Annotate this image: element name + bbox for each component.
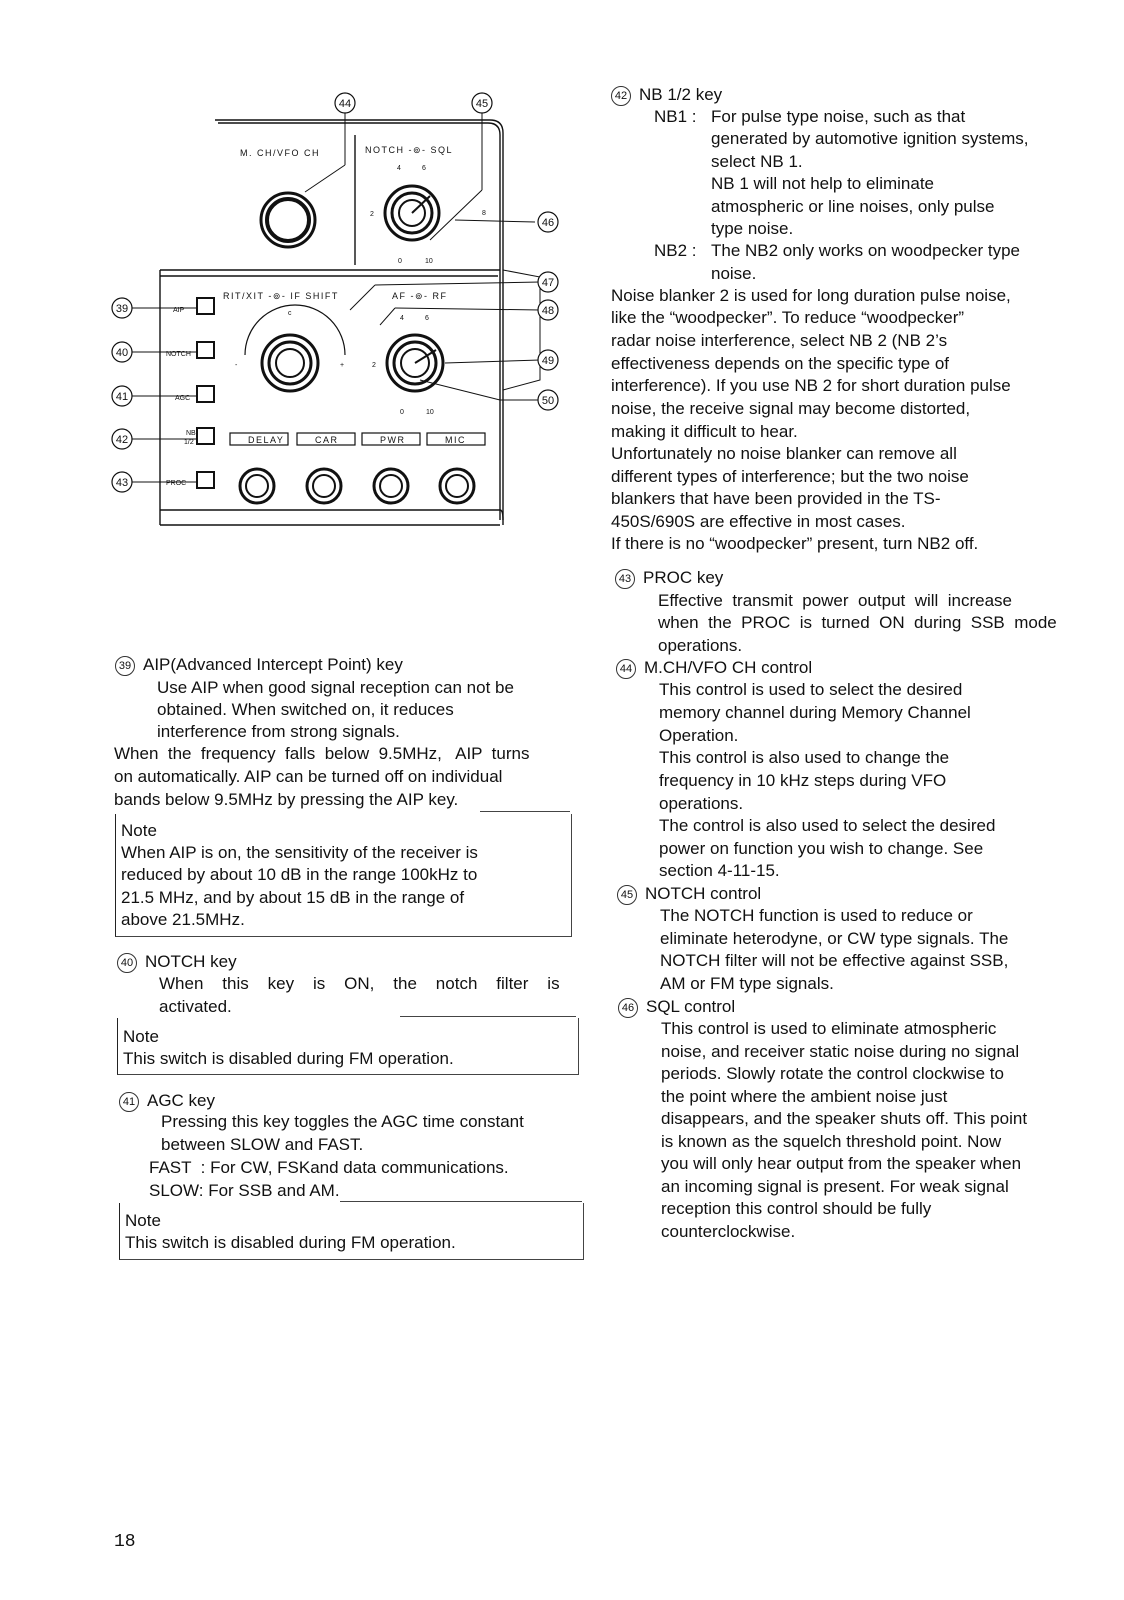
aip-para-line: When the frequency falls below 9.5MHz, AIP turns (114, 744, 530, 763)
mch-body-line: This control is also used to change the (659, 748, 950, 767)
nb-para-line: effectiveness depends on the specific type of (611, 354, 950, 373)
callout-44: 44 (338, 98, 352, 110)
nb-para-line: Noise blanker 2 is used for long duration pulse noise, (611, 286, 1011, 305)
mch-body-line: The control is also used to select the desired (659, 816, 996, 835)
circled-number-42: 42 (611, 86, 631, 106)
aip-body-line: interference from strong signals. (157, 722, 400, 741)
note-title: Note (125, 1211, 161, 1230)
label-nb-half: 1/2 (184, 439, 194, 446)
circled-number-44: 44 (616, 659, 636, 679)
callout-45: 45 (475, 98, 489, 110)
note-title: Note (123, 1027, 159, 1046)
notch-key-heading (117, 951, 237, 973)
nb1-line: generated by automotive ignition systems, (711, 129, 1029, 148)
notch-control-body-line: The NOTCH function is used to reduce or (660, 906, 973, 925)
scale-10: 10 (425, 258, 433, 265)
scale-c: c (288, 310, 292, 317)
aip-heading (115, 654, 403, 676)
nb-para-line: interference). If you use NB 2 for short duration pulse (611, 376, 1011, 395)
scale-6: 6 (422, 165, 426, 172)
label-aip: AIP (173, 307, 185, 314)
scale-2b: 2 (372, 362, 376, 369)
callout-41: 41 (115, 391, 129, 403)
label-mic: MIC (445, 435, 466, 445)
scale-10b: 10 (426, 409, 434, 416)
nb-para-line: making it difficult to hear. (611, 422, 798, 441)
callout-40: 40 (115, 347, 129, 359)
front-panel-diagram (100, 80, 590, 560)
aip-body-line: obtained. When switched on, it reduces (157, 700, 454, 719)
mch-body-line: This control is used to select the desired (659, 680, 963, 699)
circled-number-40: 40 (117, 953, 137, 973)
nb-para-line: Unfortunately no noise blanker can remove all (611, 444, 957, 463)
scale-6b: 6 (425, 315, 429, 322)
agc-body-line: SLOW: For SSB and AM. (149, 1181, 340, 1200)
nb-para-line: like the “woodpecker”. To reduce “woodpecker” (611, 308, 965, 327)
callout-47: 47 (541, 277, 555, 289)
callout-42: 42 (115, 434, 129, 446)
scale-8: 8 (482, 210, 486, 217)
proc-body-line: when the PROC is turned ON during SSB mode (658, 613, 1057, 632)
notch-note-line: This switch is disabled during FM operation. (123, 1049, 454, 1068)
sql-title: SQL control (646, 997, 736, 1016)
mch-body-line: Operation. (659, 726, 739, 745)
callout-39: 39 (115, 303, 129, 315)
mch-body-line: operations. (659, 794, 744, 813)
agc-title: AGC key (147, 1091, 216, 1110)
callout-43: 43 (115, 477, 129, 489)
notch-control-body-line: NOTCH filter will not be effective against SSB, (660, 951, 1009, 970)
sql-body-line: the point where the ambient noise just (661, 1087, 948, 1106)
nb1-line: type noise. (711, 219, 794, 238)
circled-number-46: 46 (618, 998, 638, 1018)
scale-4: 4 (397, 165, 401, 172)
nb1-line: select NB 1. (711, 152, 803, 171)
proc-body-line: Effective transmit power output will increase (658, 591, 1013, 610)
mch-title: M.CH/VFO CH control (644, 658, 813, 677)
sql-body-line: you will only hear output from the speaker when (661, 1154, 1022, 1173)
sql-body-line: noise, and receiver static noise during no signal (661, 1042, 1020, 1061)
nb2-label: NB2 : (654, 241, 697, 260)
nb2-line: noise. (711, 264, 757, 283)
sql-body-line: an incoming signal is present. For weak signal (661, 1177, 1009, 1196)
label-pwr: PWR (380, 435, 406, 445)
nb-para-line: blankers that have been provided in the TS- (611, 489, 941, 508)
nb1-line: NB 1 will not help to eliminate (711, 174, 935, 193)
notch-key-body-line: When this key is ON, the notch filter is (159, 974, 560, 993)
aip-para-line: bands below 9.5MHz by pressing the AIP key. (114, 790, 459, 809)
nb-para-line: different types of interference; but the two noise (611, 467, 969, 486)
aip-note-line: above 21.5MHz. (121, 910, 245, 929)
nb-heading (611, 84, 722, 106)
nb1-label: NB1 : (654, 107, 697, 126)
aip-title: AIP(Advanced Intercept Point) key (143, 655, 403, 674)
scale-0b: 0 (400, 409, 404, 416)
agc-body-line: FAST : For CW, FSKand data communications. (149, 1158, 509, 1177)
callout-50: 50 (541, 395, 555, 407)
aip-para-line: on automatically. AIP can be turned off on individual (114, 767, 503, 786)
aip-body-line: Use AIP when good signal reception can not be (157, 678, 514, 697)
nb-title: NB 1/2 key (639, 85, 723, 104)
note-divider (480, 811, 570, 812)
label-agc: AGC (175, 395, 191, 402)
agc-heading (119, 1090, 215, 1112)
mch-body-line: power on function you wish to change. See (659, 839, 984, 858)
proc-heading (615, 567, 723, 589)
agc-body-line: between SLOW and FAST. (161, 1135, 364, 1154)
sql-body-line: This control is used to eliminate atmospheric (661, 1019, 997, 1038)
circled-number-43: 43 (615, 569, 635, 589)
notch-key-title: NOTCH key (145, 952, 237, 971)
notch-control-body-line: eliminate heterodyne, or CW type signals. The (660, 929, 1009, 948)
sql-body-line: reception this control should be fully (661, 1199, 932, 1218)
agc-note-line: This switch is disabled during FM operation. (125, 1233, 456, 1252)
notch-control-body-line: AM or FM type signals. (660, 974, 834, 993)
label-af-rf: AF -⊚- RF (392, 291, 448, 301)
scale-minus: - (235, 362, 238, 369)
nb2-line: The NB2 only works on woodpecker type (711, 241, 1020, 260)
scale-plus: + (340, 362, 345, 369)
label-mch-vfo: M. CH/VFO CH (240, 148, 320, 158)
mch-body-line: frequency in 10 kHz steps during VFO (659, 771, 947, 790)
label-notch: NOTCH (166, 351, 191, 358)
aip-note-line: When AIP is on, the sensitivity of the receiver is (121, 843, 478, 862)
proc-title: PROC key (643, 568, 724, 587)
circled-number-41: 41 (119, 1092, 139, 1112)
callout-46: 46 (541, 217, 555, 229)
label-car: CAR (315, 435, 339, 445)
mch-heading (616, 657, 812, 679)
notch-key-body-line: activated. (159, 997, 232, 1016)
label-delay: DELAY (248, 435, 285, 445)
nb-para-line: noise, the receive signal may become distorted, (611, 399, 971, 418)
label-notch-sql: NOTCH -⊚- SQL (365, 145, 454, 155)
nb1-line: For pulse type noise, such as that (711, 107, 966, 126)
callout-48: 48 (541, 305, 555, 317)
sql-heading (618, 996, 735, 1018)
nb1-line: atmospheric or line noises, only pulse (711, 197, 995, 216)
label-nb: NB (186, 430, 196, 437)
scale-4b: 4 (400, 315, 404, 322)
notch-control-title: NOTCH control (645, 884, 762, 903)
aip-note-line: reduced by about 10 dB in the range 100kHz to (121, 865, 478, 884)
page-number: 18 (114, 1532, 136, 1552)
notch-control-heading (617, 883, 761, 905)
label-proc: PROC (166, 480, 187, 487)
mch-body-line: memory channel during Memory Channel (659, 703, 971, 722)
scale-2: 2 (370, 211, 374, 218)
sql-body-line: counterclockwise. (661, 1222, 796, 1241)
sql-body-line: periods. Slowly rotate the control clockwise to (661, 1064, 1004, 1083)
circled-number-45: 45 (617, 885, 637, 905)
callout-49: 49 (541, 355, 555, 367)
nb-para-line: radar noise interference, select NB 2 (NB 2’s (611, 331, 948, 350)
note-title: Note (121, 821, 157, 840)
circled-number-39: 39 (115, 656, 135, 676)
label-rit-ifshift: RIT/XIT -⊚- IF SHIFT (223, 291, 339, 301)
nb-para-line: If there is no “woodpecker” present, turn NB2 off. (611, 534, 979, 553)
scale-0: 0 (398, 258, 402, 265)
aip-note-line: 21.5 MHz, and by about 15 dB in the range of (121, 888, 465, 907)
note-divider (400, 1016, 576, 1017)
proc-body-line: operations. (658, 636, 743, 655)
sql-body-line: is known as the squelch threshold point. Now (661, 1132, 1002, 1151)
note-divider (340, 1201, 582, 1202)
mch-body-line: section 4-11-15. (659, 861, 780, 880)
agc-body-line: Pressing this key toggles the AGC time constant (161, 1112, 524, 1131)
sql-body-line: disappears, and the speaker shuts off. This point (661, 1109, 1028, 1128)
nb-para-line: 450S/690S are effective in most cases. (611, 512, 906, 531)
